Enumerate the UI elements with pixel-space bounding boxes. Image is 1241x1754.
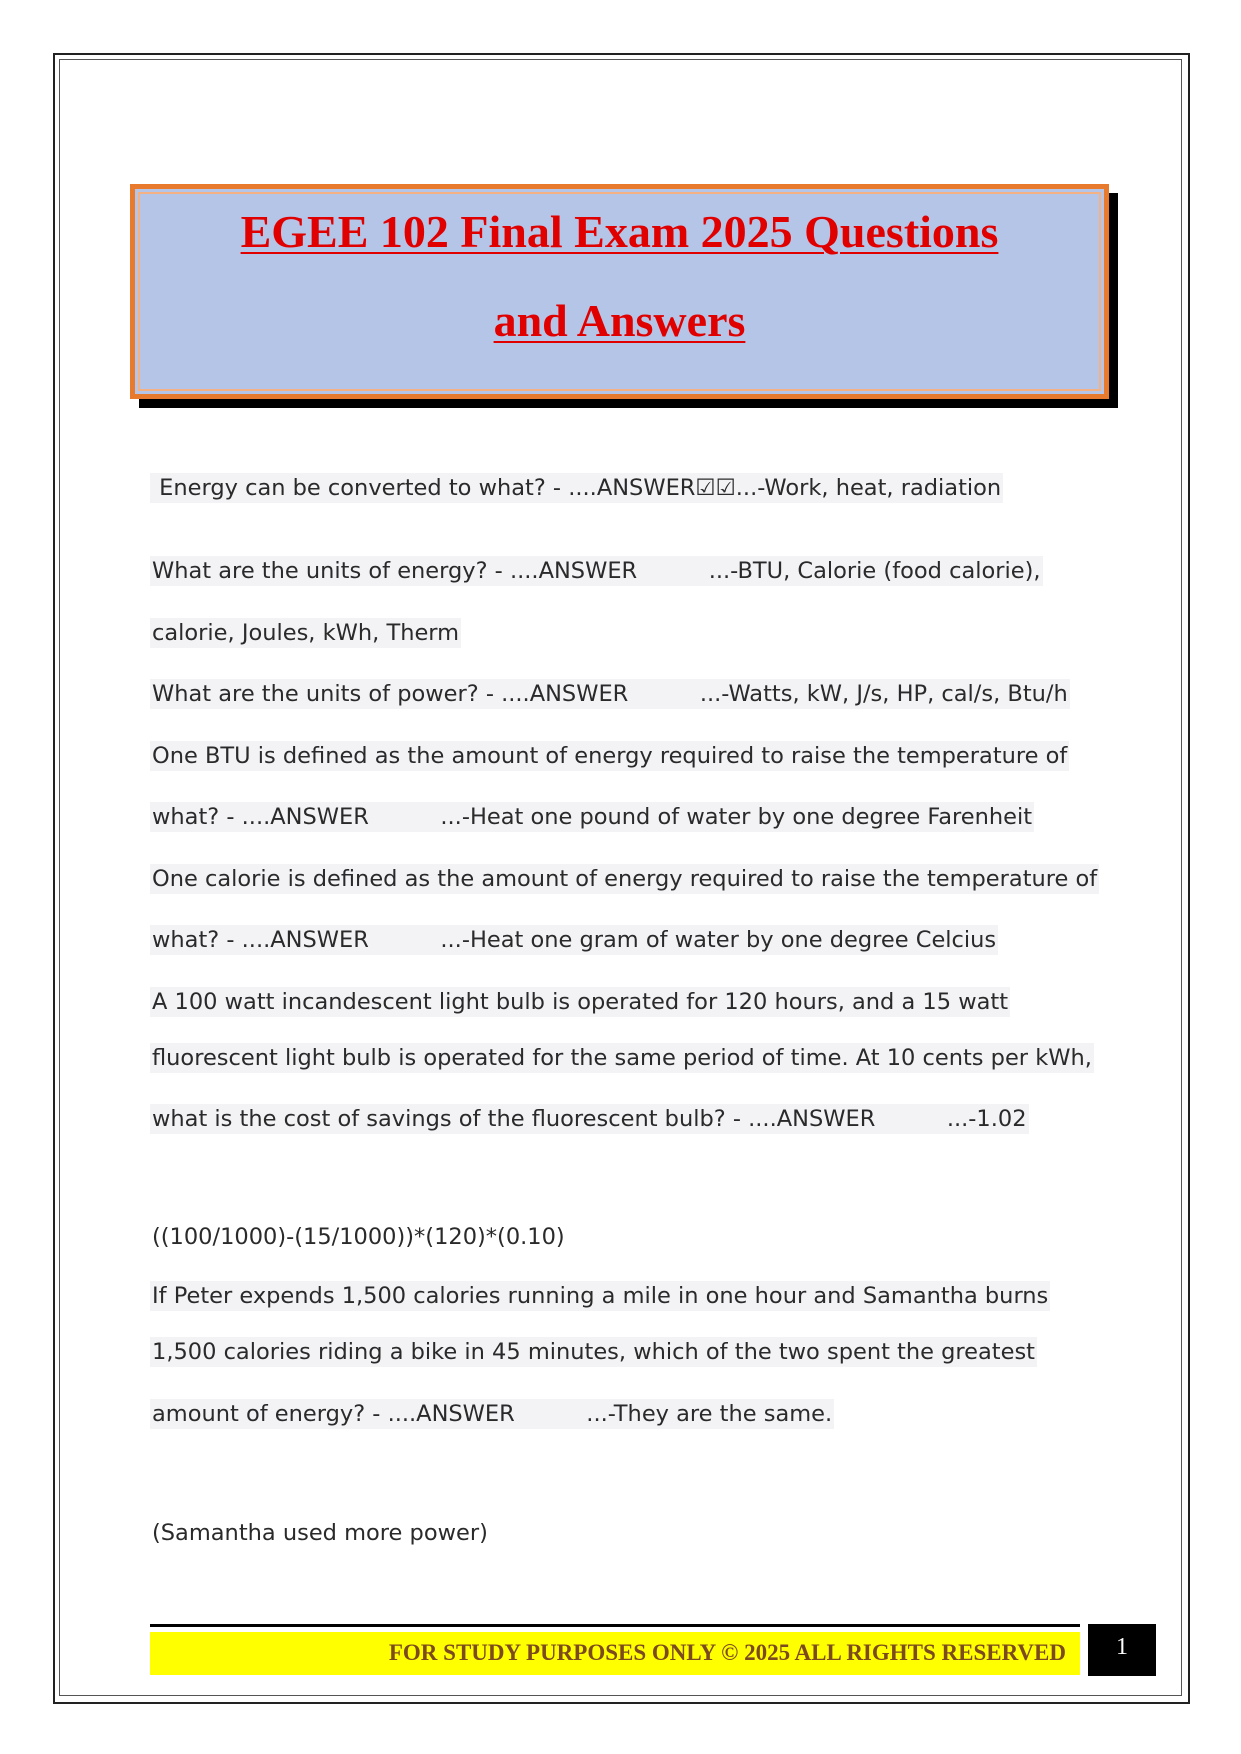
text-line: One calorie is defined as the amount of energy required to raise the temperature of xyxy=(152,866,1098,892)
text-line: what is the cost of savings of the fluorescent bulb? - ....ANSWER ...-1.02 xyxy=(152,1106,1027,1132)
document-title-line-1: EGEE 102 Final Exam 2025 Questions xyxy=(240,206,999,257)
text-line: calorie, Joules, kWh, Therm xyxy=(152,620,460,646)
page-number: 1 xyxy=(1088,1624,1156,1676)
text-line: One BTU is defined as the amount of energy required to raise the temperature of xyxy=(152,743,1068,769)
title-box xyxy=(130,184,1109,399)
text-line: What are the units of power? - ....ANSWER ...-Watts, kW, J/s, HP, cal/s, Btu/h xyxy=(152,681,1068,707)
text-line: amount of energy? - ....ANSWER ...-They are the same. xyxy=(152,1401,833,1427)
text-line: what? - ....ANSWER ...-Heat one gram of water by one degree Celcius xyxy=(152,927,997,953)
footer-bar xyxy=(150,1632,1080,1675)
document-title-line-2: and Answers xyxy=(493,295,746,346)
footer-rule xyxy=(150,1624,1080,1627)
footer-text: FOR STUDY PURPOSES ONLY © 2025 ALL RIGHTS RESERVED xyxy=(388,1640,1066,1665)
text-line: Energy can be converted to what? - ....ANSWER☑☑...-Work, heat, radiation xyxy=(152,475,1002,501)
text-line: What are the units of energy? - ....ANSWER ...-BTU, Calorie (food calorie), xyxy=(152,558,1041,584)
text-line: If Peter expends 1,500 calories running a mile in one hour and Samantha burns xyxy=(152,1283,1049,1309)
text-line: fluorescent light bulb is operated for the same period of time. At 10 cents per kWh, xyxy=(152,1045,1092,1071)
text-line: (Samantha used more power) xyxy=(152,1520,488,1546)
text-line: 1,500 calories riding a bike in 45 minutes, which of the two spent the greatest xyxy=(152,1339,1036,1365)
text-line: ((100/1000)-(15/1000))*(120)*(0.10) xyxy=(152,1224,565,1250)
text-line: A 100 watt incandescent light bulb is operated for 120 hours, and a 15 watt xyxy=(152,989,1009,1015)
text-line: what? - ....ANSWER ...-Heat one pound of water by one degree Farenheit xyxy=(152,804,1033,830)
